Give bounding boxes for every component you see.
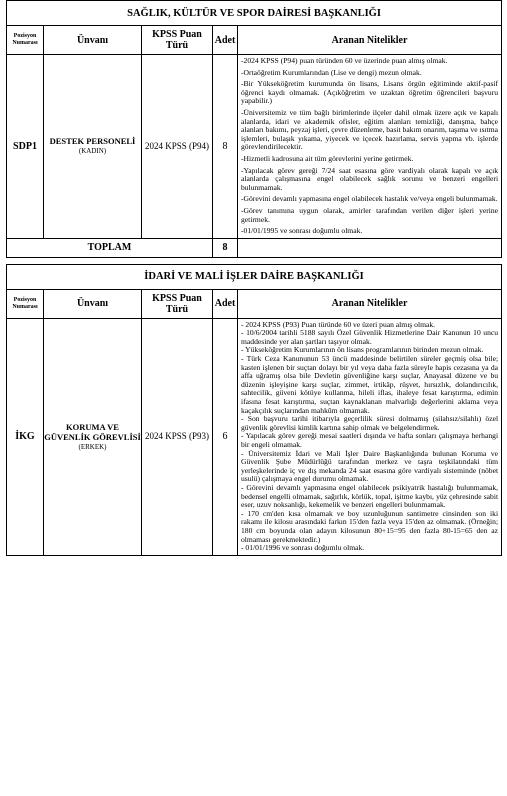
header-position: Pozisyon Numarası bbox=[7, 289, 44, 318]
qualification-item: - 10/6/2004 tarihli 5188 sayılı Özel Güvenlik Hizmetlerine Dair Kanunun 10 uncu maddesinde yer alan şartları taşıyor olmak. bbox=[241, 328, 499, 346]
qualification-item: - 170 cm'den kısa olmamak ve boy uzunluğunun santimetre cinsinden son iki rakamı ile kilosu arasındaki farkın 15'den fazla veya 15'den az olmamak. (Örneğin; 180 cm boyunda olan adayın kilosunun 80+15=95 den fazla 80-15=65 den az olmaması gerekmektedir.) bbox=[241, 508, 499, 544]
qualification-item: - Son başvuru tarihi itibarıyla geçerlilik süresi dolmamış (silahsız/silahlı) özel güvenlik görevlisi kimlik kartına sahip olmak ve belgelendirmek. bbox=[241, 414, 499, 432]
qualification-item: - Görevini devamlı yapmasına engel olabilecek psikiyatrik hastalığı bulunmamak, bedensel engelli olmamak, sağırlık, körlük, topal, işitme kaybı, yüz çehresinde sabit eser, uzuv noksanlığı, kekemelik ve benzeri engelleri bulunmamak. bbox=[241, 482, 499, 510]
qualification-item: - 01/01/1996 ve sonrası doğumlu olmak. bbox=[241, 543, 365, 553]
table-row bbox=[7, 318, 502, 555]
header-title: Ünvanı bbox=[44, 26, 142, 55]
header-kpss: KPSS Puan Türü bbox=[142, 26, 213, 55]
qualification-item: -Ortaöğretim Kurumlarından (Lise ve dengi) mezun olmak. bbox=[241, 67, 422, 77]
qualification-item: - Türk Ceza Kanununun 53 üncü maddesinde belirtilen süreler geçmiş olsa bile; kasten işlenen bir suçtan dolayı bir yıl veya daha fazla süreyle hapis cezasına ya da affa uğramış olsa bile Devletin güvenliğine karşı suçlar, Anayasal düzene ve bu düzenin işleyişine karşı suçlar, zimmet, irtikâp, rüşvet, hırsızlık, dolandırıcılık, sahtecilik, güveni kötüye kullanma, hileli iflas, ihaleye fesat karıştırma, edimin ifasına fesat karıştırma, suçtan kaynaklanan malvarlığı değerlerini aklama veya kaçakçılık suçlarından mahkûm olmamak. bbox=[241, 354, 499, 415]
position-code: SDP1 bbox=[7, 55, 44, 239]
qualification-item: -01/01/1995 ve sonrası doğumlu olmak. bbox=[241, 226, 363, 236]
table-row bbox=[7, 55, 502, 239]
kpss-type: 2024 KPSS (P94) bbox=[142, 55, 213, 239]
position-code: İKG bbox=[7, 318, 44, 555]
header-position: Pozisyon Numarası bbox=[7, 26, 44, 55]
header-count: Adet bbox=[213, 289, 238, 318]
header-title: Ünvanı bbox=[44, 289, 142, 318]
section-title: SAĞLIK, KÜLTÜR VE SPOR DAİRESİ BAŞKANLIĞI bbox=[7, 1, 502, 26]
section-title: İDARİ VE MALİ İŞLER DAİRE BAŞKANLIĞI bbox=[7, 264, 502, 289]
qualifications-list bbox=[238, 55, 502, 239]
total-label: TOPLAM bbox=[7, 238, 213, 257]
header-qualifications: Aranan Nitelikler bbox=[238, 289, 502, 318]
qualification-item: - Üniversitemiz İdari ve Mali İşler Daire Başkanlığında bulunan Koruma ve Güvenlik Şube Müdürlüğü tarafından merkez ve taşra teşkilatındaki tüm yerleşkelerinde iç ve dış mekanda 24 saat esasına göre vardiyalı sisteminde (nöbet usulü) çalışmaya engel durumu olmamak. bbox=[241, 448, 499, 484]
qualification-item: -Bir Yükseköğretim kurumunda ön lisans, Lisans örgün eğitiminde aktif-pasif öğrenci kaydı olmamak. (Açıköğretim ve uzaktan öğretim öğrencileri başvuru yapabilir.) bbox=[241, 79, 499, 106]
position-count: 8 bbox=[213, 55, 238, 239]
qualification-item: - Yükseköğretim Kurumlarının ön lisans programlarının birinden mezun olmak. bbox=[241, 345, 484, 355]
position-title: KORUMA VE GÜVENLİK GÖREVLİSİ bbox=[44, 421, 141, 442]
qualification-item: -Üniversitemiz ve tüm bağlı birimlerinde ilçeler dahil olmak üzere açık ve kapalı alanlarda, idari ve akademik ofisler, eğitim alanları temizliği, danışma, bahçe alanları bakımı, peyzaj işleri, çevre düzenleme, basit bakım onarım, taşıma ve ısıtma işlemleri, bulaşık yıkama, yiyecek ve içecek hazırlama, servis yapma vb. işlerde görevlendirilecektir. bbox=[241, 107, 499, 152]
position-title: DESTEK PERSONELİ bbox=[49, 136, 136, 147]
position-gender: (KADIN) bbox=[78, 147, 107, 156]
qualification-item: -2024 KPSS (P94) puan türünden 60 ve üzerinde puan almış olmak. bbox=[241, 56, 448, 65]
kpss-type: 2024 KPSS (P93) bbox=[142, 318, 213, 555]
position-count: 6 bbox=[213, 318, 238, 555]
position-title-cell bbox=[44, 318, 142, 555]
header-count: Adet bbox=[213, 26, 238, 55]
header-qualifications: Aranan Nitelikler bbox=[238, 26, 502, 55]
header-kpss: KPSS Puan Türü bbox=[142, 289, 213, 318]
qualifications-list bbox=[238, 318, 502, 555]
total-value: 8 bbox=[213, 238, 238, 257]
position-title-cell bbox=[44, 55, 142, 239]
qualification-item: -Yapılacak görev gereği 7/24 saat esasına göre vardiyalı olarak kapalı ve açık alanlarda çalışmasına engel olabilecek sağlık sorunu ve benzeri engelleri bulunmamak. bbox=[241, 165, 499, 192]
qualification-item: - 2024 KPSS (P93) Puan türünde 60 ve üzeri puan almış olmak. bbox=[241, 319, 436, 329]
section-sks-table bbox=[6, 0, 502, 556]
qualification-item: -Hizmetli kadrosuna ait tüm görevlerini yerine getirmek. bbox=[241, 153, 414, 163]
qualification-item: -Görev tanımına uygun olarak, amirler tarafından verilen diğer işleri yerine getirmek. bbox=[241, 205, 499, 224]
qualification-item: - Yapılacak görev gereği mesai saatleri dışında ve hafta sonları çalışmaya herhangi bir engeli olmamak. bbox=[241, 431, 499, 449]
position-gender: (ERKEK) bbox=[78, 442, 107, 451]
qualification-item: -Görevini devamlı yapmasına engel olabilecek hastalık ve/veya engeli bulunmamak. bbox=[241, 194, 498, 204]
